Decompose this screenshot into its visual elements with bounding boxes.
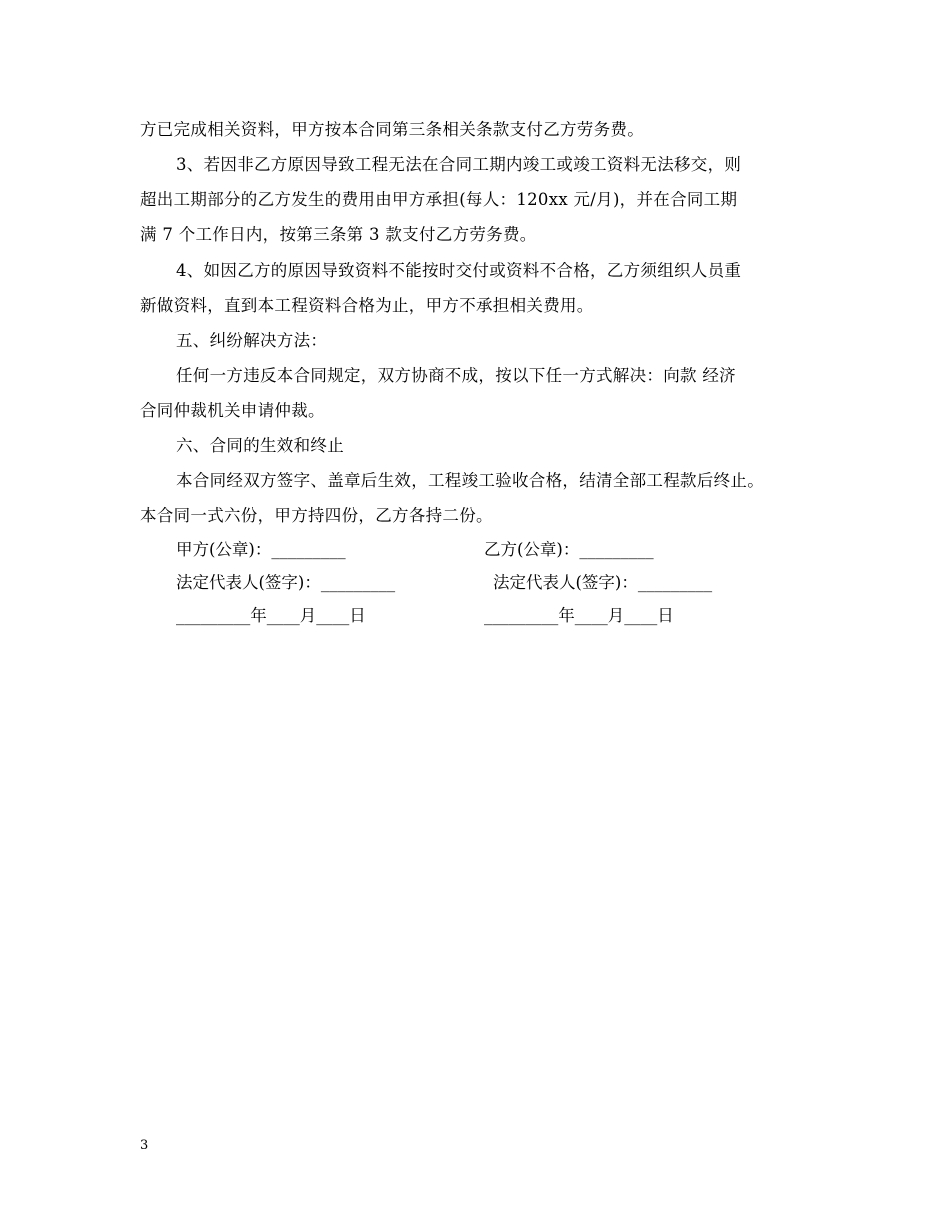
section-heading: 六、合同的生效和终止	[176, 436, 344, 455]
paragraph-line: 3、若因非乙方原因导致工程无法在合同工期内竣工或竣工资料无法移交，则	[176, 155, 742, 174]
paragraph-line: 任何一方违反本合同规定，双方协商不成，按以下任一方式解决：向款 经济	[176, 366, 736, 385]
paragraph-line: 合同仲裁机关申请仲裁。	[140, 401, 325, 420]
party-b-date: _________年____月____日	[484, 606, 674, 625]
party-a-representative: 法定代表人(签字)：_________	[176, 573, 396, 592]
paragraph-line: 满 7 个工作日内，按第三条第 3 款支付乙方劳务费。	[140, 225, 537, 244]
paragraph-line: 新做资料，直到本工程资料合格为止，甲方不承担相关费用。	[140, 296, 594, 315]
paragraph-line: 方已完成相关资料，甲方按本合同第三条相关条款支付乙方劳务费。	[140, 120, 644, 139]
paragraph-line: 4、如因乙方的原因导致资料不能按时交付或资料不合格，乙方须组织人员重	[176, 261, 742, 280]
paragraph-line: 超出工期部分的乙方发生的费用由甲方承担(每人：120xx 元/月)，并在合同工期	[140, 190, 738, 209]
party-b-seal: 乙方(公章)：_________	[484, 540, 654, 559]
paragraph-line: 本合同一式六份，甲方持四份，乙方各持二份。	[140, 506, 493, 525]
party-a-date: _________年____月____日	[176, 606, 366, 625]
party-b-representative: 法定代表人(签字)：_________	[493, 573, 713, 592]
section-heading: 五、纠纷解决方法：	[176, 331, 328, 350]
party-a-seal: 甲方(公章)：_________	[176, 540, 346, 559]
page-number: 3	[140, 1138, 149, 1153]
paragraph-line: 本合同经双方签字、盖章后生效，工程竣工验收合格，结清全部工程款后终止。	[176, 471, 764, 490]
